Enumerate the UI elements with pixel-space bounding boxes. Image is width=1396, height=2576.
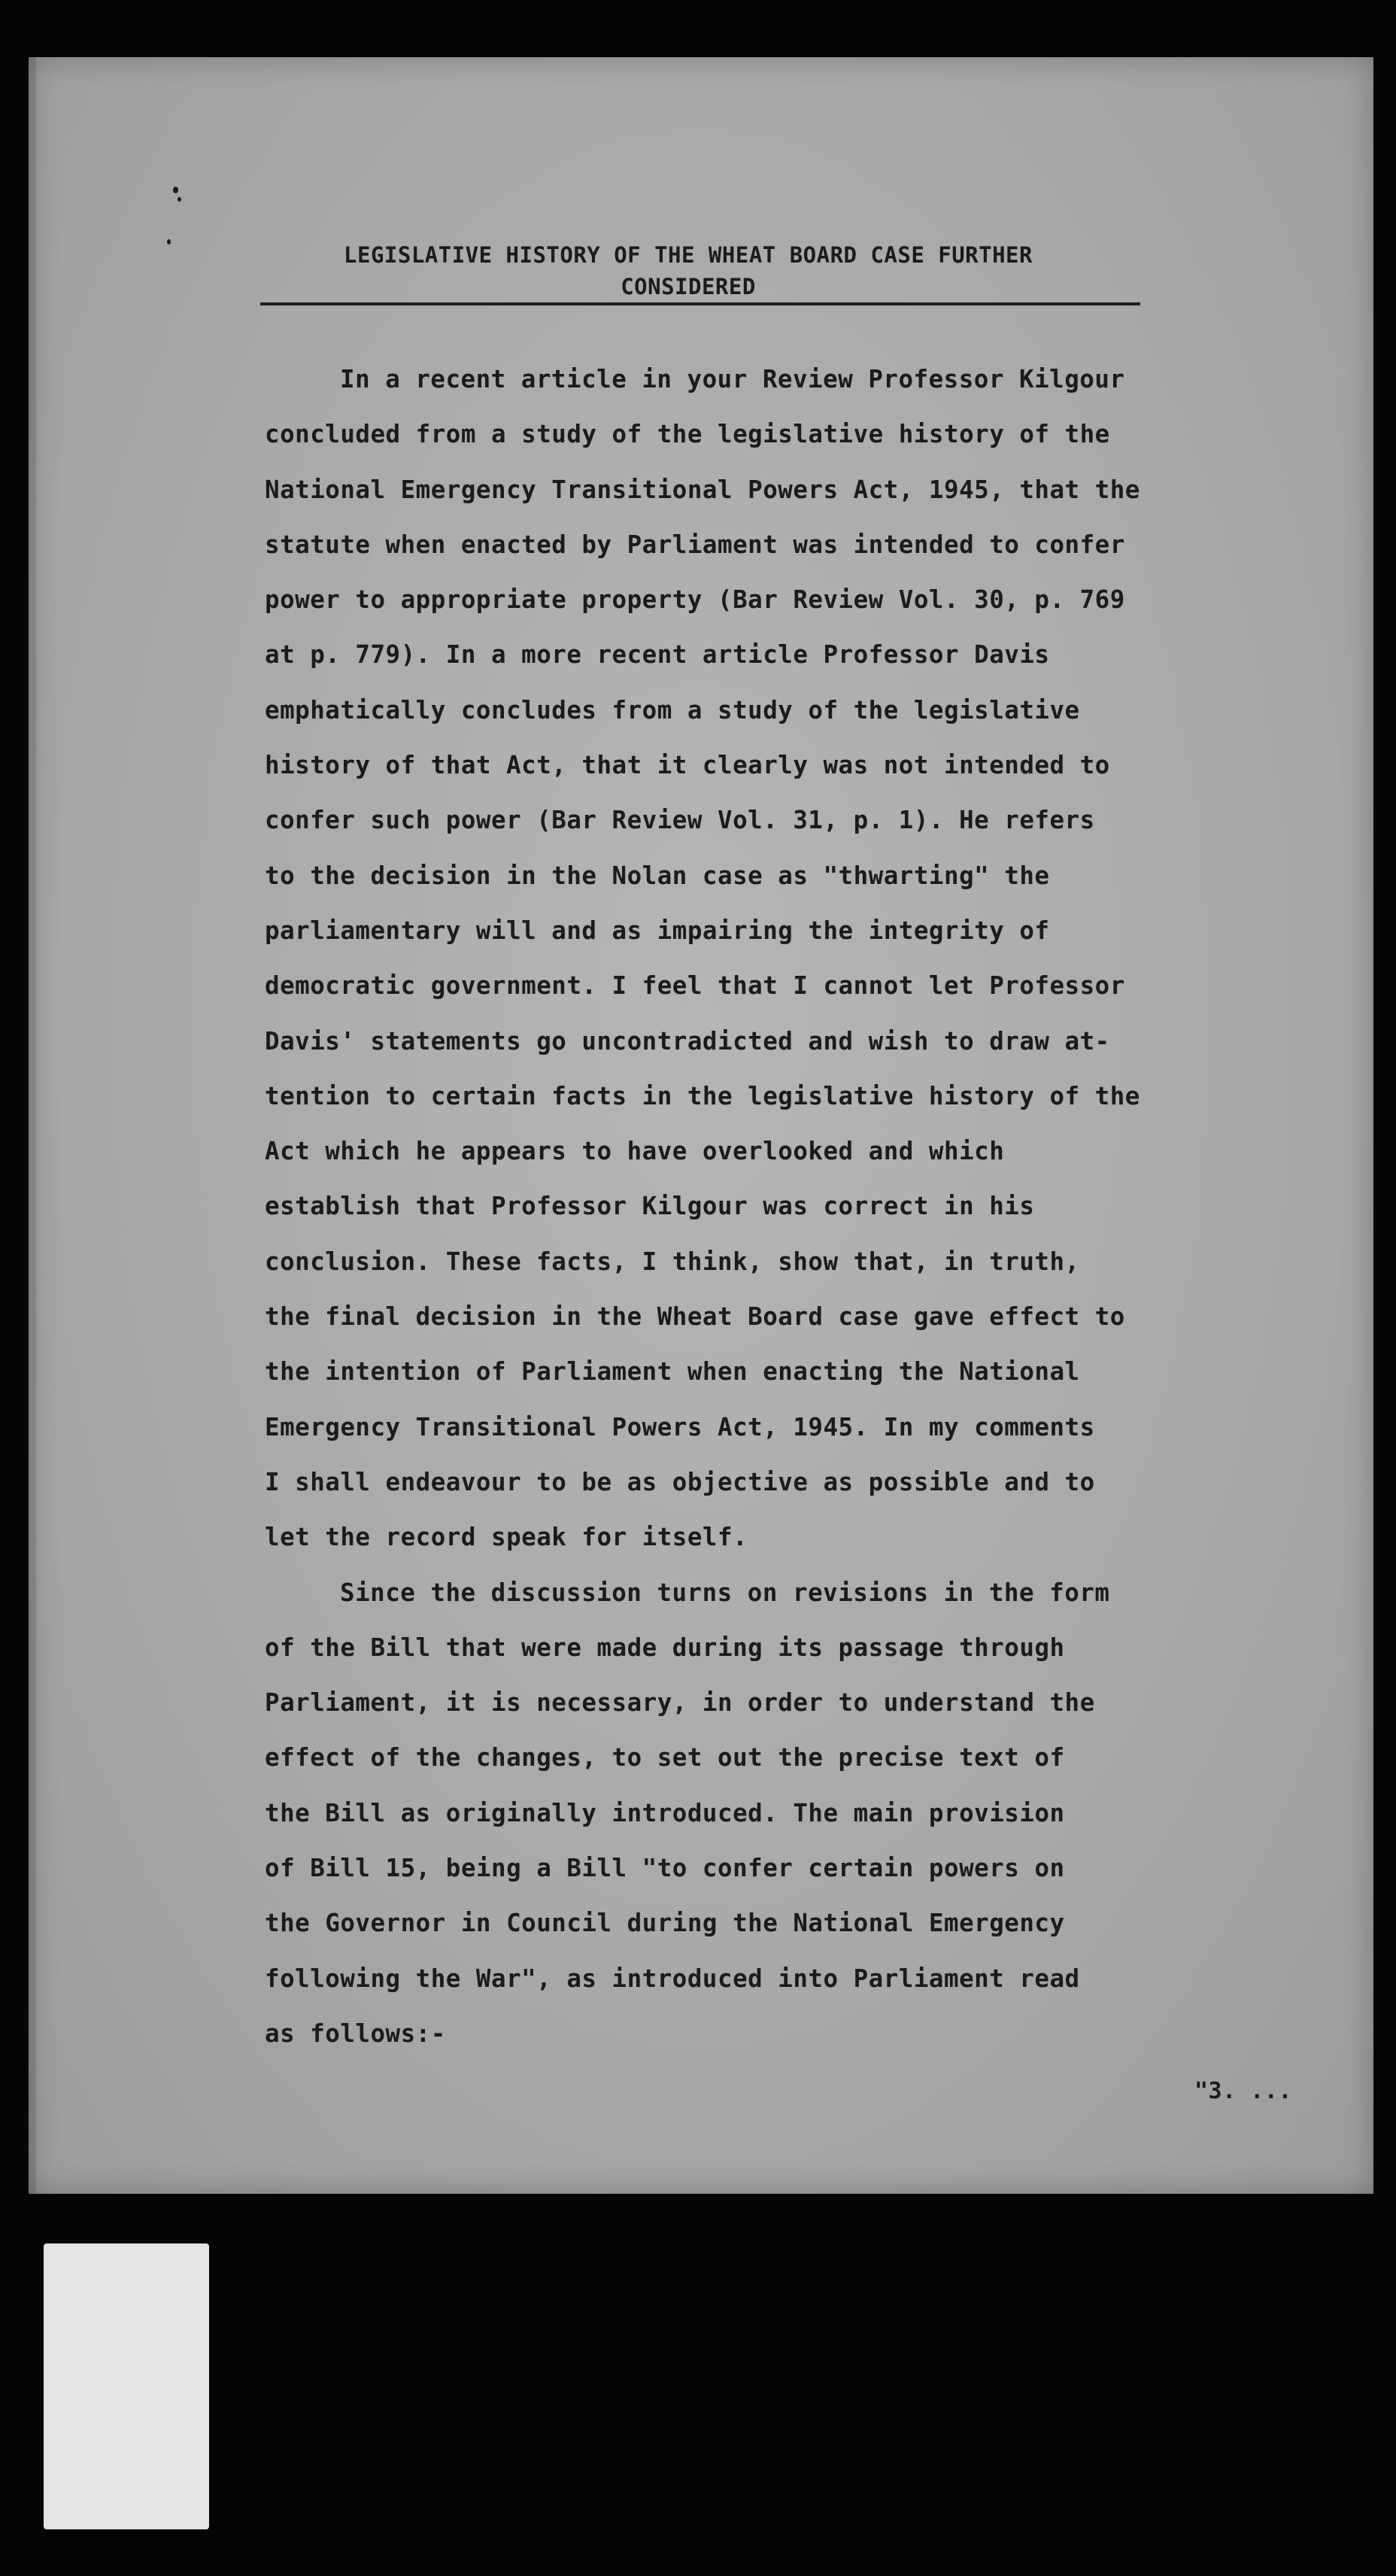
title-line-2: CONSIDERED — [621, 274, 756, 299]
text-line: emphatically concludes from a study of the legislative — [265, 695, 1080, 724]
text-line: Parliament, it is necessary, in order to understand the — [265, 1688, 1095, 1718]
text-line: tention to certain facts in the legislative history of the — [265, 1081, 1140, 1110]
text-line: of Bill 15, being a Bill "to confer certain powers on — [265, 1854, 1065, 1883]
text-line: as follows:- — [265, 2019, 446, 2048]
text-line: let the record speak for itself. — [265, 1523, 748, 1552]
text-line: democratic government. I feel that I cannot let Professor — [265, 971, 1125, 1001]
text-line: In a recent article in your Review Professor Kilgour — [340, 365, 1125, 393]
text-line: concluded from a study of the legislative history of the — [265, 420, 1110, 449]
text-line: I shall endeavour to be as objective as possible and to — [265, 1467, 1095, 1496]
text-line: at p. 779). In a more recent article Professor Davis — [265, 640, 1050, 670]
text-line: National Emergency Transitional Powers Act, 1945, that the — [265, 475, 1140, 504]
text-line: confer such power (Bar Review Vol. 31, p. 1). He refers — [265, 806, 1095, 835]
text-line: the final decision in the Wheat Board case gave effect to — [265, 1302, 1125, 1332]
text-line: parliamentary will and as impairing the integrity of — [265, 916, 1050, 945]
text-line: the Governor in Council during the National Emergency — [265, 1909, 1065, 1938]
title-underline — [260, 302, 1140, 305]
reference-slip — [44, 2243, 209, 2529]
text-line: history of that Act, that it clearly was not intended to — [265, 751, 1110, 780]
margin-speck — [173, 187, 178, 193]
continuation-marker: "3. ... — [1194, 2078, 1292, 2104]
body-text — [265, 352, 1265, 2061]
text-line: Act which he appears to have overlooked and which — [265, 1137, 1005, 1166]
sheet-shadow-edge — [29, 57, 36, 2194]
text-line: of the Bill that were made during its passage through — [265, 1633, 1065, 1662]
title-line-1: LEGISLATIVE HISTORY OF THE WHEAT BOARD CASE FURTHER — [344, 242, 1033, 268]
text-line: statute when enacted by Parliament was intended to confer — [265, 530, 1125, 559]
text-line: Emergency Transitional Powers Act, 1945. In my comments — [265, 1412, 1095, 1441]
text-line: following the War", as introduced into Parliament read — [265, 1964, 1080, 1993]
text-line: to the decision in the Nolan case as "thwarting" the — [265, 861, 1050, 890]
text-line: Davis' statements go uncontradicted and wish to draw at- — [265, 1026, 1110, 1056]
text-line: conclusion. These facts, I think, show that, in truth, — [265, 1247, 1080, 1276]
text-line: Since the discussion turns on revisions in the form — [340, 1578, 1110, 1607]
text-line: the Bill as originally introduced. The main provision — [265, 1798, 1065, 1827]
margin-speck — [167, 239, 171, 245]
document-title — [233, 239, 1143, 302]
text-line: the intention of Parliament when enacting the National — [265, 1357, 1080, 1387]
text-line: power to appropriate property (Bar Review Vol. 30, p. 769 — [265, 585, 1125, 615]
margin-speck — [178, 197, 181, 202]
text-line: establish that Professor Kilgour was correct in his — [265, 1192, 1035, 1221]
text-line: effect of the changes, to set out the precise text of — [265, 1743, 1065, 1773]
